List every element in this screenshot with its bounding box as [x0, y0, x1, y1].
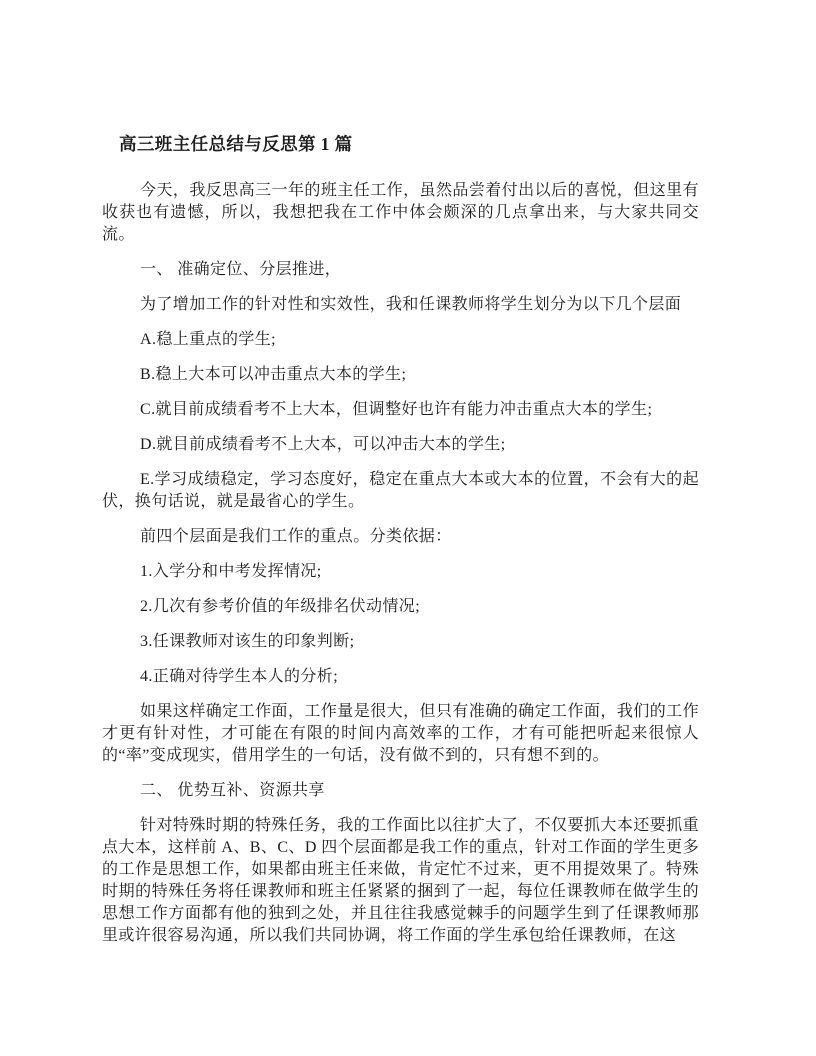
paragraph-section-1-heading: 一、 准确定位、分层推进， [140, 261, 342, 278]
list-item-d: D.就目前成绩看考不上大本，可以冲击大本的学生; [140, 436, 506, 453]
list-item-4: 4.正确对待学生本人的分析; [140, 668, 339, 685]
list-item-2: 2.几次有参考价值的年级排名伏动情况; [140, 598, 421, 615]
paragraph-classification-lead: 前四个层面是我们工作的重点。分类依据： [140, 528, 452, 545]
document-title: 高三班主任总结与反思第 1 篇 [119, 134, 353, 154]
list-item-e: E.学习成绩稳定，学习态度好，稳定在重点大本或大本的位置，不会有大的起伏，换句话说，就是最省心的学生。 [102, 471, 699, 510]
list-item-3: 3.任课教师对该生的印象判断; [140, 633, 355, 650]
document-content [102, 132, 699, 960]
paragraph-section-2-body: 针对特殊时期的特殊任务，我的工作面比以往扩大了，不仅要抓大本还要抓重点大本，这样前 A、B、C、D 四个层面都是我工作的重点，针对工作面的学生更多的工作是思想工作，如果都由班主任来做，肯定忙不过来，更不用提效果了。特殊时期的特殊任务将任课教师和班主任紧紧的捆到了一起，每位任课教师在做学生的思想工作方面都有他的独到之处，并且往往我感觉棘手的问题学生到了任课教师那里或许很容易沟通，所以我们共同协调，将工作面的学生承包给任课教师，在这 [102, 817, 699, 944]
paragraph-section-1-lead: 为了增加工作的针对性和实效性，我和任课教师将学生划分为以下几个层面 [140, 296, 682, 313]
paragraph-section-1-summary: 如果这样确定工作面，工作量是很大，但只有准确的确定工作面，我们的工作才更有针对性，才可能在有限的时间内高效率的工作，才有可能把听起来很惊人的“率”变成现实，借用学生的一句话，没有做不到的，只有想不到的。 [102, 703, 699, 764]
list-item-b: B.稳上大本可以冲击重点大本的学生; [140, 366, 407, 383]
list-item-a: A.稳上重点的学生; [140, 331, 277, 348]
list-item-1: 1.入学分和中考发挥情况; [140, 563, 322, 580]
paragraph-section-2-heading: 二、 优势互补、资源共享 [140, 782, 325, 799]
list-item-c: C.就目前成绩看考不上大本，但调整好也许有能力冲击重点大本的学生; [140, 401, 653, 418]
paragraph-intro: 今天，我反思高三一年的班主任工作，虽然品尝着付出以后的喜悦，但这里有收获也有遗憾，所以，我想把我在工作中体会颇深的几点拿出来，与大家共同交流。 [102, 182, 699, 243]
